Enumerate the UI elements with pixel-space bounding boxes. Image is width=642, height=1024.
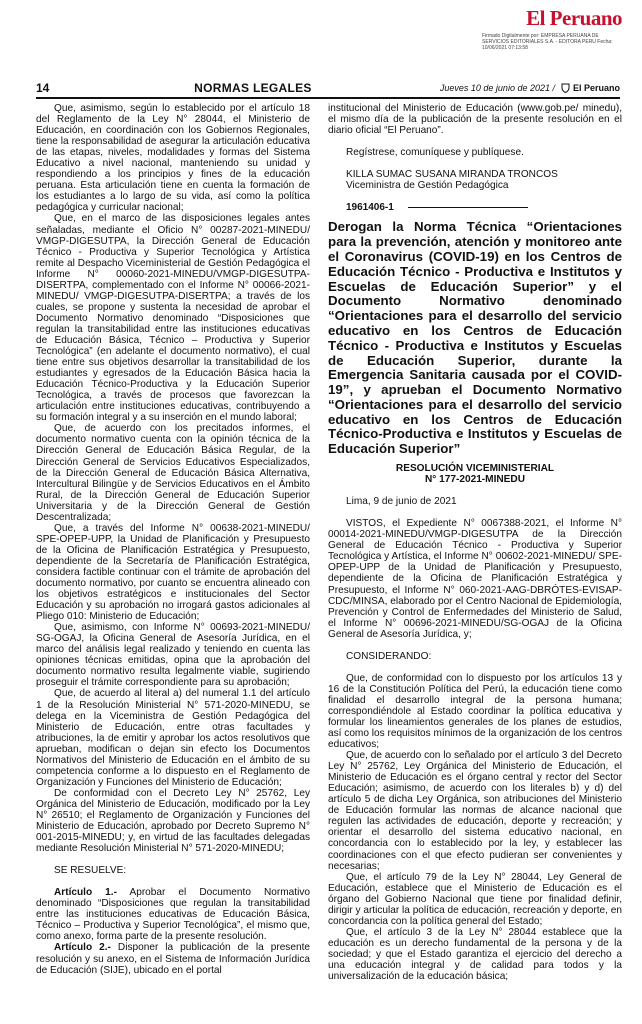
considerando: CONSIDERANDO: [346,650,432,662]
article-1 [36,887,310,942]
resolution-type: RESOLUCIÓN VICEMINISTERIAL [395,463,555,475]
signer-title: Viceministra de Gestión Pedagógica [346,180,509,192]
article-1-text: Aprobar el Documento Normativo denominado “Disposiciones que regulan la transitabilidad entre las instituciones educativas de Educación Básica, Técnico – Productiva y Superior Tecnológica”, el mismo que, como anexo, forma parte de la presente resolución. [36,887,310,943]
document-code-line [328,202,622,213]
paragraph: Que, de acuerdo con lo señalado por el artículo 3 del Decreto Ley N° 25762, Ley Orgánica del Ministerio de Educación, el Ministerio de Educación es el órgano central y rector del Sector Educación; asimismo, de acuerdo con los literales b) y d) del artículo 5 de dicha Ley Orgánica, son atribuciones del Ministerio de Educación formular las normas de alcance nacional que regulen las actividades de educación, deporte y recreación; y orientar el desarrollo del sistema educativo nacional, en concordancia con lo establecido por la ley, y establecer las coordinaciones con el que efecto pudieran ser convenientes y necesarias; [328,750,622,872]
masthead-brand [482,6,622,51]
se-resuelve: SE RESUELVE: [54,865,127,877]
signer-name: KILLA SUMAC SUSANA MIRANDA TRONCOS [346,169,558,181]
article-2-text: Disponer la publicación de la presente resolución y su anexo, en el Sistema de Información Jurídica de Educación (SIJE), ubicado en el portal [36,942,310,976]
publication-name [561,83,620,93]
right-column [328,103,622,982]
page-number: 14 [36,81,50,95]
shield-icon [561,83,570,93]
paragraph: Que, el artículo 3 de la Ley N° 28044 establece que la educación es un derecho fundamental de la persona y de la sociedad; y que el Estado garantiza el ejercicio del derecho a una educación integral y de calidad para todos y la universalización de la educación básica; [328,926,622,983]
paragraph: Que, asimismo, según lo establecido por el artículo 18 del Reglamento de la Ley N° 28044, el Ministerio de Educación, en coordinación con los Gobiernos Regionales, tiene la responsabilidad de asegurar la articulación educativa de las etapas, niveles, modalidades y formas del Sistema Educativo a nivel nacional, manteniendo su unidad y respondiendo a los principios y fines de la educación peruana. Esta articulación tiene en cuenta la formación de los estudiantes a lo largo de su vida, así como la política pedagógica y curricular nacional; [36,103,310,214]
closing-formula: Regístrese, comuníquese y publíquese. [346,147,524,159]
article-2 [36,942,310,975]
header-rule [36,97,620,99]
paragraph: Que, en el marco de las disposiciones legales antes señaladas, mediante el Oficio N° 00287-2021-MINEDU/ VMGP-DIGESUTPA, la Dirección General de Educación Técnico - Productiva y Superior Tecnológica y Artística remite al Despacho Viceministerial de Gestión Pedagógica el Informe N° 00060-2021-MINEDU/VMGP-DIGESUTPA-DISERTPA, complementado con el Informe N° 00066-2021-MINEDU/ VMGP-DIGESUTPA-DISERTPA; a través de los cuales, se propone y sustenta la necesidad de aprobar el Documento Normativo denominado “Disposiciones que regulan la transitabilidad entre las instituciones educativas de Educación Básica, Técnico – Productiva y Superior Tecnológica” (en adelante el documento normativo), el cual tiene entre sus objetivos desarrollar la transitabilidad de los estudiantes y egresados de la Educación Básica hacia la Educación Técnico-Productiva y la Educación Superior Tecnológica, a través de procesos que favorezcan la articulación entre instituciones educativas, contribuyendo a su formación integral y a su inserción en el mundo laboral; [36,213,310,424]
digital-signature-note: Firmado Digitalmente por: EMPRESA PERUANA DE SERVICIOS EDITORIALES S.A. - EDITORA PERU Fecha: 10/06/2021 07:13:58 [482,33,613,51]
place-date: Lima, 9 de junio de 2021 [346,496,457,508]
brand-logo: El Peruano [526,6,622,30]
page-header [36,80,620,96]
resolution-number: N° 177-2021-MINEDU [425,474,525,486]
paragraph: Que, a través del Informe N° 00638-2021-MINEDU/ SPE-OPEP-UPP, la Unidad de Planificación y Presupuesto de la Oficina de Planificación Estratégica y Presupuesto, dependiente de la Secretaría de Planificación Estratégica, considera factible continuar con el trámite de aprobación del documento normativo, por cuanto se encuentra alineado con los objetivos estratégicos e institucionales del Sector Educación y su aprobación no irrogará gastos adicionales al Pliego 010: Ministerio de Educación; [36,522,310,623]
article-1-label: Artículo 1.- [54,887,117,899]
publication-label: El Peruano [572,83,620,93]
paragraph: Que, de acuerdo con los precitados informes, el documento normativo cuenta con la opinión técnica de la Dirección General de Educación Básica Regular, de la Dirección General de Servicios Educativos Especializados, de la Dirección General de Educación Básica Alternativa, Intercultural Bilingüe y de Servicios Educativos en el Ámbito Rural, de la Dirección General de Educación Superior Universitaria y de la Dirección General de Gestión Descentralizada; [36,423,310,523]
issue-date: Jueves 10 de junio de 2021 / [439,83,555,93]
paragraph: Que, de acuerdo al literal a) del numeral 1.1 del artículo 1 de la Resolución Ministerial N° 571-2020-MINEDU, se delega en la Viceministra de Gestión Pedagógica del Ministerio de Educación, entre otras facultades y atribuciones, la de emitir y aprobar los actos resolutivos que aprueban, modifican o dejan sin efecto los Documentos Normativos del Ministerio de Educación en el ámbito de su competencia conforme a lo dispuesto en el Reglamento de Organización y Funciones del Ministerio de Educación; [36,688,310,788]
left-column [36,103,310,976]
paragraph: Que, el artículo 79 de la Ley N° 28044, Ley General de Educación, establece que el Ministerio de Educación es el órgano del Gobierno Nacional que tiene por finalidad definir, dirigir y articular la política de educación, recreación y deporte, en concordancia con la política general del Estado; [328,871,622,927]
vistos: VISTOS, el Expediente N° 0067388-2021, el Informe N° 00014-2021-MINEDU/VMGP-DIGESUTPA de la Dirección General de Educación Técnico - Productiva y Superior Tecnológica y Artística, el Informe N° 00602-2021-MINEDU/ SPE-OPEP-UPP de la Unidad de Planificación y Presupuesto, dependiente de la Oficina de Planificación Estratégica y Presupuesto, el Informe N° 060-2021-AAG-DBRÓTES-EVISAP-CDC/MINSA, elaborado por el Centro Nacional de Epidemiología, Prevención y Control de Enfermedades del Ministerio de Salud, el Informe N° 00696-2021-MINEDU/SG-OGAJ de la Oficina General de Asesoría Jurídica, y; [328,518,622,640]
resolution-headline: Derogan la Norma Técnica “Orientaciones para la prevención, atención y monitoreo ante el Coronavirus (COVID-19) en los Centros de Educación Técnico - Productiva e Institutos y Escuelas de Educación Superior” y el Documento Normativo denominado “Orientaciones para el desarrollo del servicio educativo en los Centros de Educación Técnico - Productiva e Institutos y Escuelas de Educación Superior, durante la Emergencia Sanitaria causada por el COVID-19”, y aprueban el Documento Normativo “Orientaciones para el desarrollo del servicio educativo en los Centros de Educación Técnico-Productiva e Institutos y Escuelas de Educación Superior” [328,219,622,457]
paragraph: Que, asimismo, con Informe N° 00693-2021-MINEDU/ SG-OGAJ, la Oficina General de Asesoría Jurídica, en el marco del análisis legal realizado y teniendo en cuenta las opiniones técnicas emitidas, opina que la aprobación del documento normativo resulta legalmente viable, sugiriendo proseguir el trámite correspondiente para su aprobación; [36,622,310,689]
section-title: NORMAS LEGALES [194,81,312,95]
paragraph: institucional del Ministerio de Educación (www.gob.pe/ minedu), el mismo día de la publicación de la presente resolución en el diario oficial “El Peruano”. [328,103,622,137]
document-code: 1961406-1 [346,202,394,214]
paragraph: Que, de conformidad con lo dispuesto por los artículos 13 y 16 de la Constitución Política del Perú, la educación tiene como finalidad el desarrollo integral de la persona humana; correspondiéndole al Estado coordinar la política educativa y formular los lineamientos generales de los planes de estudios, así como los requisitos mínimos de la organización de los centros educativos; [328,672,622,751]
paragraph: De conformidad con el Decreto Ley N° 25762, Ley Orgánica del Ministerio de Educación, modificado por la Ley N° 26510; el Reglamento de Organización y Funciones del Ministerio de Educación, aprobado por Decreto Supremo N° 001-2015-MINEDU; y, en virtud de las facultades delegadas mediante Resolución Ministerial N° 571-2020-MINEDU; [36,787,310,855]
article-2-label: Artículo 2.- [54,942,111,954]
separator-line [408,207,528,208]
